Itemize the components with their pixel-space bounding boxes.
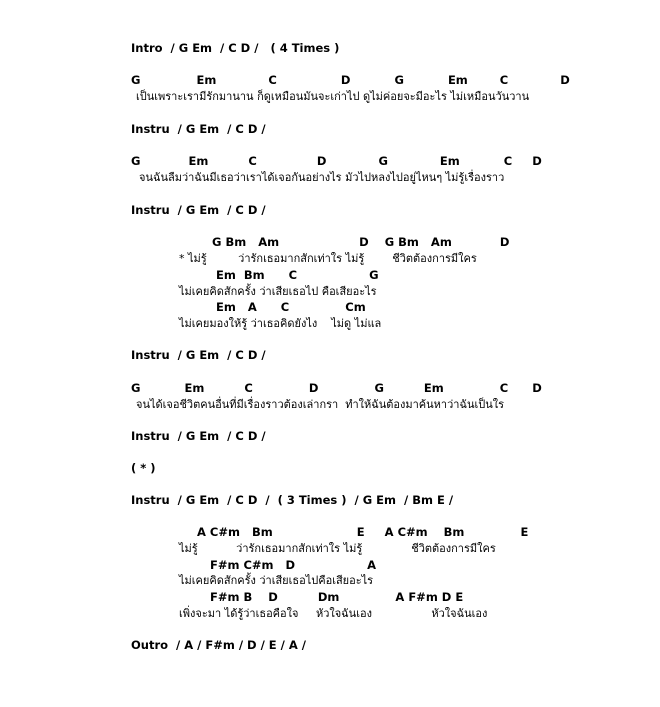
chorus2-lyric-line-1: ไม่รู้ ว่ารักเธอมากสักเท่าใร ไม่รู้ ชีวิตต้องการมีใคร (179, 542, 496, 555)
chorus1-lyric-line-1: * ไม่รู้ ว่ารักเธอมากสักเท่าใร ไม่รู้ ชีวิตต้องการมีใคร (179, 252, 477, 265)
chorus1-lyric-line-3: ไม่เคยมองให้รู้ ว่าเธอคิดยังไง ไม่ดู ไม่แล (179, 317, 382, 330)
chorus-repeat-marker: ( * ) (131, 461, 156, 475)
instru-line-3: Instru / G Em / C D / (131, 348, 266, 362)
instru-line-5: Instru / G Em / C D / ( 3 Times ) / G Em / Bm E / (131, 493, 454, 507)
verse3-lyric-line: จนได้เจอชีวิตคนอื่นที่มีเรื่องราวต้องเล่ากรา ทำให้ฉันต้องมาค้นหาว่าฉันเป็นใร (136, 398, 505, 411)
intro-line: Intro / G Em / C D / ( 4 Times ) (131, 41, 340, 55)
instru-line-2: Instru / G Em / C D / (131, 203, 266, 217)
chorus2-chord-line-3: F#m B D Dm A F#m D E (210, 590, 464, 604)
chorus2-chord-line-1: A C#m Bm E A C#m Bm E (197, 525, 529, 539)
verse2-chord-line: G Em C D G Em C D (131, 154, 542, 168)
instru-line-4: Instru / G Em / C D / (131, 429, 266, 443)
chorus1-chord-line-1: G Bm Am D G Bm Am D (212, 235, 510, 249)
verse1-chord-line: G Em C D G Em C D (131, 73, 570, 87)
chorus2-chord-line-2: F#m C#m D A (210, 558, 377, 572)
chorus1-chord-line-2: Em Bm C G (216, 268, 379, 282)
chorus1-chord-line-3: Em A C Cm (216, 300, 366, 314)
chorus2-lyric-line-3: เพิ่งจะมา ได้รู้ว่าเธอคือใจ หัวใจฉันเอง หัวใจฉันเอง (179, 607, 488, 620)
verse3-chord-line: G Em C D G Em C D (131, 381, 542, 395)
instru-line-1: Instru / G Em / C D / (131, 122, 266, 136)
chorus1-lyric-line-2: ไม่เคยคิดสักครั้ง ว่าเสียเธอไป คือเสียอะไร (179, 285, 377, 298)
verse1-lyric-line: เป็นเพราะเรามีรักมานาน ก็ดูเหมือนมันจะเก่าไป ดูไม่ค่อยจะมีอะไร ไม่เหมือนวันวาน (136, 90, 530, 103)
chorus2-lyric-line-2: ไม่เคยคิดสักครั้ง ว่าเสียเธอไปคือเสียอะไร (179, 574, 374, 587)
verse2-lyric-line: จนฉันลืมว่าฉันมีเธอว่าเราได้เจอกันอย่างไร มัวไปหลงไปอยู่ไหนๆ ไม่รู้เรื่องราว (139, 171, 505, 184)
outro-line: Outro / A / F#m / D / E / A / (131, 638, 306, 652)
